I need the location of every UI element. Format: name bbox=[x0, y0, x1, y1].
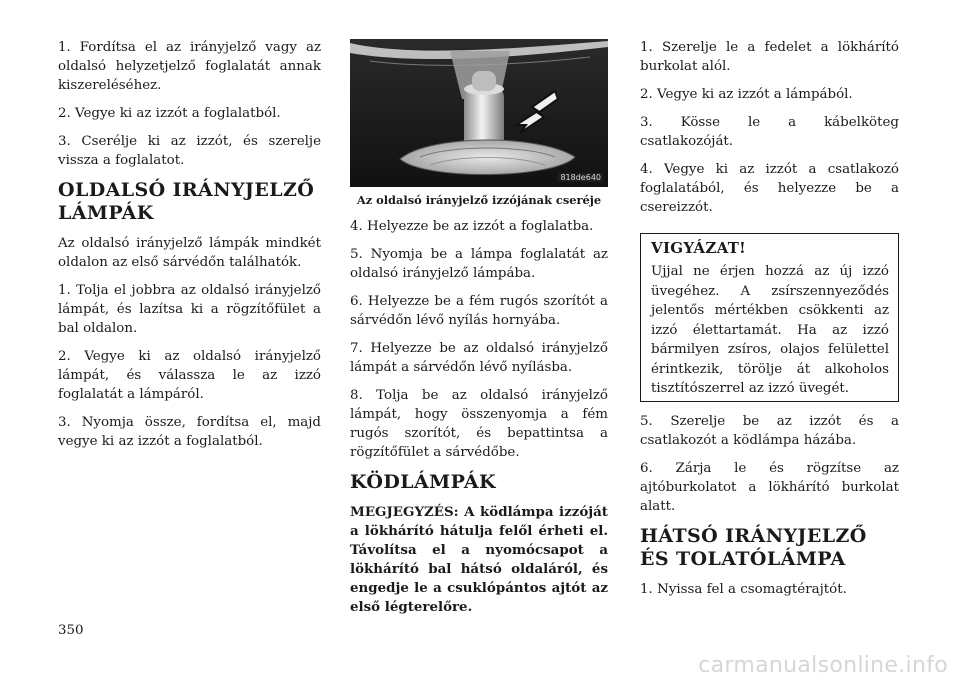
left-column bbox=[58, 38, 321, 460]
bulb-socket-drawing bbox=[350, 39, 608, 187]
step-text: 1. Szerelje le a fedelet a lökhárító burkolat alól. bbox=[640, 40, 899, 74]
step-text: 4. Vegye ki az izzót a csatlakozó foglalatából, és helyezze be a csereizzót. bbox=[640, 162, 899, 215]
watermark: carmanualsonline.info bbox=[698, 653, 948, 678]
middle-column bbox=[350, 38, 608, 626]
step-text: 4. Helyezze be az izzót a foglalatba. bbox=[350, 219, 594, 234]
step-text: 3. Cserélje ki az izzót, és szerelje vissza a foglalatot. bbox=[58, 134, 321, 168]
section-heading: OLDALSÓ IRÁNYJELZŐ LÁMPÁK bbox=[58, 179, 315, 224]
step-text: 5. Nyomja be a lámpa foglalatát az oldalsó irányjelző lámpába. bbox=[350, 247, 608, 281]
warning-title: VIGYÁZAT! bbox=[651, 239, 747, 257]
step-text: 2. Vegye ki az izzót a lámpából. bbox=[640, 87, 853, 102]
step-text: 7. Helyezze be az oldalsó irányjelző lámpát a sárvédőn lévő nyílásba. bbox=[350, 341, 608, 375]
page-number: 350 bbox=[58, 623, 84, 638]
step-text: 1. Nyissa fel a csomagtérajtót. bbox=[640, 581, 847, 597]
step-text: 5. Szerelje be az izzót és a csatlakozót a ködlámpa házába. bbox=[640, 413, 899, 448]
step-text: 2. Vegye ki az izzót a foglalatból. bbox=[58, 106, 281, 121]
section-heading: KÖDLÁMPÁK bbox=[350, 471, 496, 493]
note-text: MEGJEGYZÉS: A ködlámpa izzóját a lökhárító hátulja felől érheti el. Távolítsa el a nyomócsapot a lökhárító bal hátsó oldaláról, és engedje le a csuklópántos ajtót az első légterelőre. bbox=[350, 504, 608, 615]
step-text: 1. Tolja el jobbra az oldalsó irányjelző lámpát, és lazítsa ki a rögzítőfület a bal oldalon. bbox=[58, 283, 321, 336]
step-text: 6. Zárja le és rögzítse az ajtóburkolatot a lökhárító burkolat alatt. bbox=[640, 460, 899, 514]
step-text: 2. Vegye ki az oldalsó irányjelző lámpát, és válassza le az izzó foglalatát a lámpáról. bbox=[58, 349, 321, 402]
step-text: 3. Nyomja össze, fordítsa el, majd vegye ki az izzót a foglalatból. bbox=[58, 415, 321, 449]
right-column bbox=[640, 38, 899, 608]
warning-box bbox=[640, 233, 899, 402]
warning-text: Ujjal ne érjen hozzá az új izzó üvegéhez. A zsírszennyeződés jelentős mértékben csökkenti az izzó élettartamát. Ha az izzó bármilyen zsíros, olajos felülettel érintkezik, törölje át alkoholos tisztítószerrel az izzó üvegét. bbox=[651, 264, 889, 396]
step-text: 6. Helyezze be a fém rugós szorítót a sárvédőn lévő nyílás hornyába. bbox=[350, 294, 608, 328]
figure-code: 818de640 bbox=[560, 173, 601, 182]
body-text: Az oldalsó irányjelző lámpák mindkét oldalon az első sárvédőn találhatók. bbox=[58, 236, 321, 270]
bulb-replacement-illustration bbox=[350, 39, 608, 187]
step-text: 1. Fordítsa el az irányjelző vagy az oldalsó helyzetjelző foglalatát annak kiszereléséhez. bbox=[58, 40, 321, 93]
step-text: 3. Kösse le a kábelköteg csatlakozóját. bbox=[640, 115, 899, 149]
figure-caption: Az oldalsó irányjelző izzójának cseréje bbox=[356, 193, 602, 207]
step-text: 8. Tolja be az oldalsó irányjelző lámpát, hogy összenyomja a fém rugós szorítót, és bepattintsa a rögzítőfület a sárvédőbe. bbox=[350, 388, 608, 460]
section-heading: HÁTSÓ IRÁNYJELZŐ ÉS TOLATÓLÁMPA bbox=[640, 524, 867, 570]
